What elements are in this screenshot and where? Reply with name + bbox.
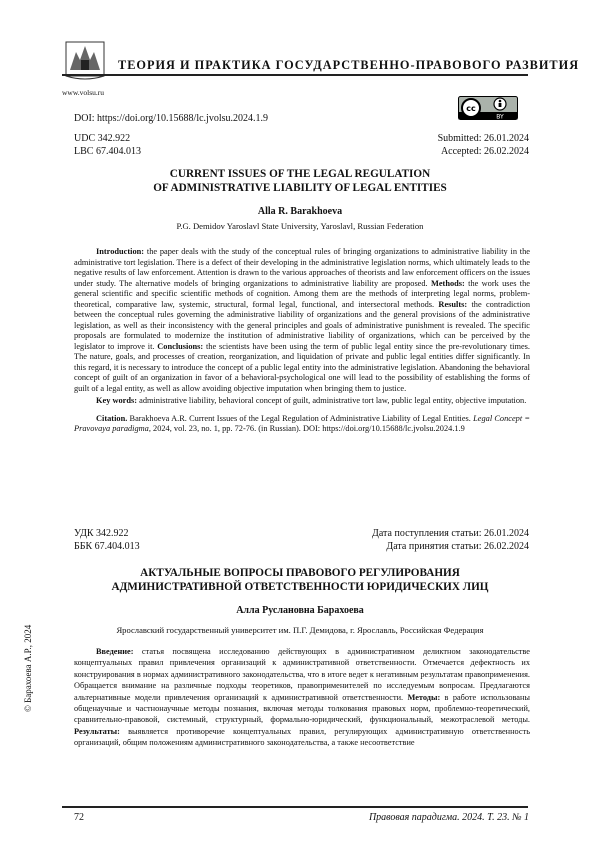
copyright-sidebar: © Барахоева А.Р., 2024 (23, 624, 33, 712)
submitted-date-ru: Дата поступления статьи: 26.01.2024 (372, 528, 529, 539)
meta-en-codes (74, 133, 141, 158)
abstract-en (74, 247, 530, 435)
article-title-en: CURRENT ISSUES OF THE LEGAL REGULATION OF ADMINISTRATIVE LIABILITY OF LEGAL ENTITIES (153, 168, 447, 194)
meta-ru-codes (74, 528, 140, 553)
cc-by-license-icon (458, 96, 518, 120)
journal-title: ТЕОРИЯ И ПРАКТИКА ГОСУДАРСТВЕННО-ПРАВОВОГО РАЗВИТИЯ (118, 58, 580, 72)
accepted-date: Accepted: 26.02.2024 (440, 145, 529, 157)
affiliation-ru: Ярославский государственный университет им. П.Г. Демидова, г. Ярославль, Российская Федерация (116, 625, 484, 635)
article-title-ru: АКТУАЛЬНЫЕ ВОПРОСЫ ПРАВОВОГО РЕГУЛИРОВАНИЯ АДМИНИСТРАТИВНОЙ ОТВЕТСТВЕННОСТИ ЮРИДИЧЕСКИХ ЛИЦ (111, 567, 489, 593)
udc-code: UDC 342.922 (74, 133, 131, 144)
citation-en: Citation. Barakhoeva A.R. Current Issues of the Legal Regulation of Administrative Liability of Legal Entities. Legal Concept = Pravovaya paradigma, 2024, vol. 23, no. 1, pp. 72-76. (in Russian). DOI: https://doi.org/10.15688/lc.jvolsu.2024.1.9 (74, 413, 530, 433)
svg-text:cc: cc (466, 104, 476, 113)
meta-en-dates (438, 133, 529, 158)
accepted-date-ru: Дата принятия статьи: 26.02.2024 (386, 540, 529, 552)
bbk-code: ББК 67.404.013 (74, 540, 140, 552)
keywords-en: Key words: administrative liability, behavioral concept of guilt, administrative tort law, public legal entity, objective imputation. (96, 396, 527, 405)
svg-text:BY: BY (496, 113, 504, 120)
page-number: 72 (74, 812, 84, 823)
udk-code: УДК 342.922 (74, 528, 129, 539)
header-rule (62, 74, 528, 76)
journal-reference: Правовая парадигма. 2024. Т. 23. № 1 (368, 812, 529, 823)
doi: DOI: https://doi.org/10.15688/lc.jvolsu.2024.1.9 (74, 113, 268, 124)
meta-ru-dates (372, 528, 529, 553)
author-ru: Алла Руслановна Барахоева (236, 605, 364, 616)
abstract-ru (74, 646, 530, 749)
lbc-code: LBC 67.404.013 (74, 145, 141, 157)
abstract-ru-paragraph: Введение: статья посвящена исследованию действующих в административном деликтном законодательстве концептуальных правил привлечения организаций к административной ответственности. Отмечается дефектность их конструирования в нормах административного законодательства, что в итоге ведет к негативным результатам правоприменения. Обращается внимание на различные подходы теоретиков, правоприменителей по исследуемым вопросам. Предлагаются альтернативные модели привлечения организаций к административной ответственности. Методы: в работе использованы общенаучные и частнонаучные методы познания, включая методы толкования правовых норм, проблемно-теоретический, сравнительно-правовой, системный, структурный, формально-юридический, функциональный, межотраслевой методы. Результаты: выявляется противоречие концептуальных правил, регулирующих административную ответственность организаций, общим положениям административного законодательства, а также несоответствие (74, 647, 530, 748)
abstract-en-paragraph: Introduction: the paper deals with the study of the conceptual rules of bringing organizations to administrative liability in the administrative tort legislation. There is a defect of their developing in the administrative legislation norms, which ultimately leads to the negative results of law enforcement. Attention is drawn to the various approaches of theorists and law enforcement officers on the issues under study. The alternative models of bringing organizations to administrative liability are proposed. Methods: the work uses the general scientific and specific scientific methods of cognition. Among them are the methods of interpreting legal norms, problem-theoretical, comparative law, systemic, structural, formal legal, functional, and intersectoral methods. Results: the contradiction between the conceptual rules governing the administrative liability of organizations and the general provisions of the administrative legislation, as well as their inconsistency with the general principles and goals of administrative punishment is revealed. The specific proposals are formulated to modernize the institution of administrative liability of organizations, which can be perceived by the legislator to improve it. Conclusions: the scientists have been using the term of public legal entity since the pre-revolutionary times. The nature, goals, and processes of creation, reorganization, and liquidation of private and public legal entities differ significantly. In this regard, it is necessary to introduce the concept of a public legal entity into the administrative legislation. Abandoning the behavioral concept of guilt of an organization in favor of a behavioral-psychological one will lead to the possibility of establishing the forms of guilt of a legal entity, as well as allow avoiding objective imputation when bringing them to justice. (74, 247, 530, 393)
submitted-date: Submitted: 26.01.2024 (437, 133, 529, 144)
author-en: Alla R. Barakhoeva (257, 206, 343, 217)
affiliation-en: P.G. Demidov Yaroslavl State University, Yaroslavl, Russian Federation (176, 221, 424, 231)
journal-site: www.volsu.ru (62, 88, 105, 97)
footer-rule (62, 806, 528, 808)
